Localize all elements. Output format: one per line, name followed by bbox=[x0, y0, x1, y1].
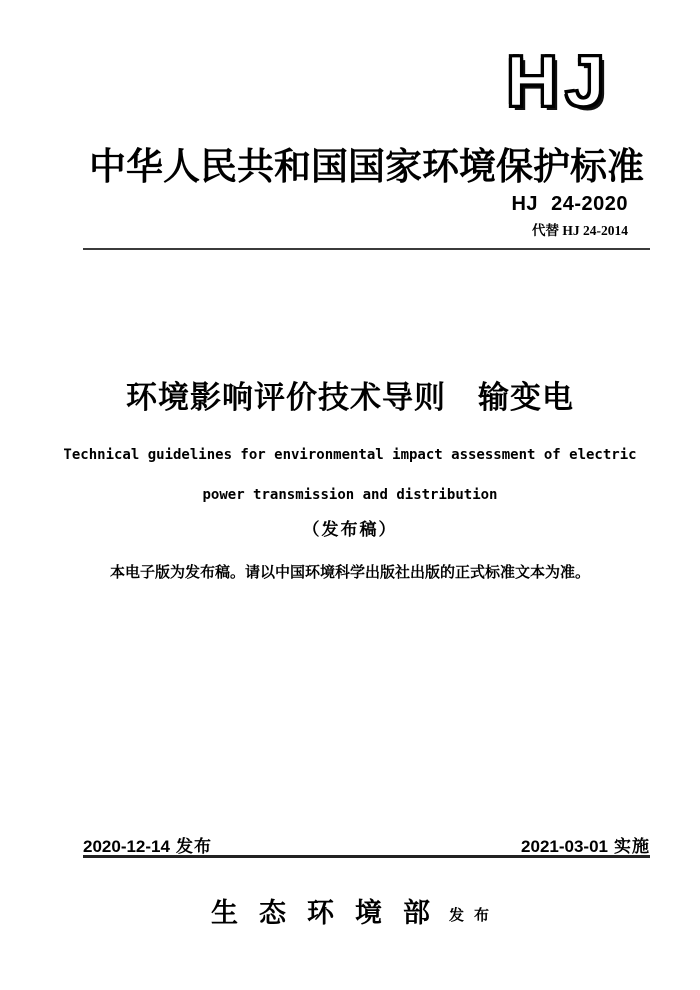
draft-edition-label: （发布稿） bbox=[302, 520, 398, 539]
hj-logo: HJ bbox=[505, 42, 612, 122]
standard-number: HJ 24-2020 bbox=[511, 193, 628, 215]
effective-date-group bbox=[521, 832, 650, 857]
standard-number-block bbox=[511, 193, 628, 239]
standard-category-title: 中华人民共和国国家环境保护标准 bbox=[89, 147, 644, 188]
publish-label: 发布 bbox=[448, 907, 499, 924]
document-title-cn: 环境影响评价技术导则 输变电 bbox=[126, 380, 574, 415]
document-title-en bbox=[0, 435, 700, 515]
header-rule bbox=[83, 248, 650, 250]
edition-notice: 本电子版为发布稿。请以中国环境科学出版社出版的正式标准文本为准。 bbox=[109, 565, 590, 581]
document-title-en-line2: power transmission and distribution bbox=[202, 487, 498, 503]
footer-rule bbox=[83, 855, 650, 858]
issue-date-group bbox=[83, 832, 212, 857]
document-title-en-line1: Technical guidelines for environmental impact assessment of electric bbox=[63, 447, 637, 463]
replaced-standard-note: 代替 HJ 24-2014 bbox=[532, 223, 628, 238]
publisher-name: 生态环境部 bbox=[210, 898, 451, 928]
effective-date: 2021-03-01 bbox=[521, 837, 608, 856]
publisher-row bbox=[0, 891, 700, 930]
effective-date-label: 实施 bbox=[614, 837, 650, 856]
issue-date-label: 发布 bbox=[175, 837, 212, 856]
dates-row bbox=[83, 832, 650, 857]
issue-date: 2020-12-14 bbox=[83, 837, 170, 856]
